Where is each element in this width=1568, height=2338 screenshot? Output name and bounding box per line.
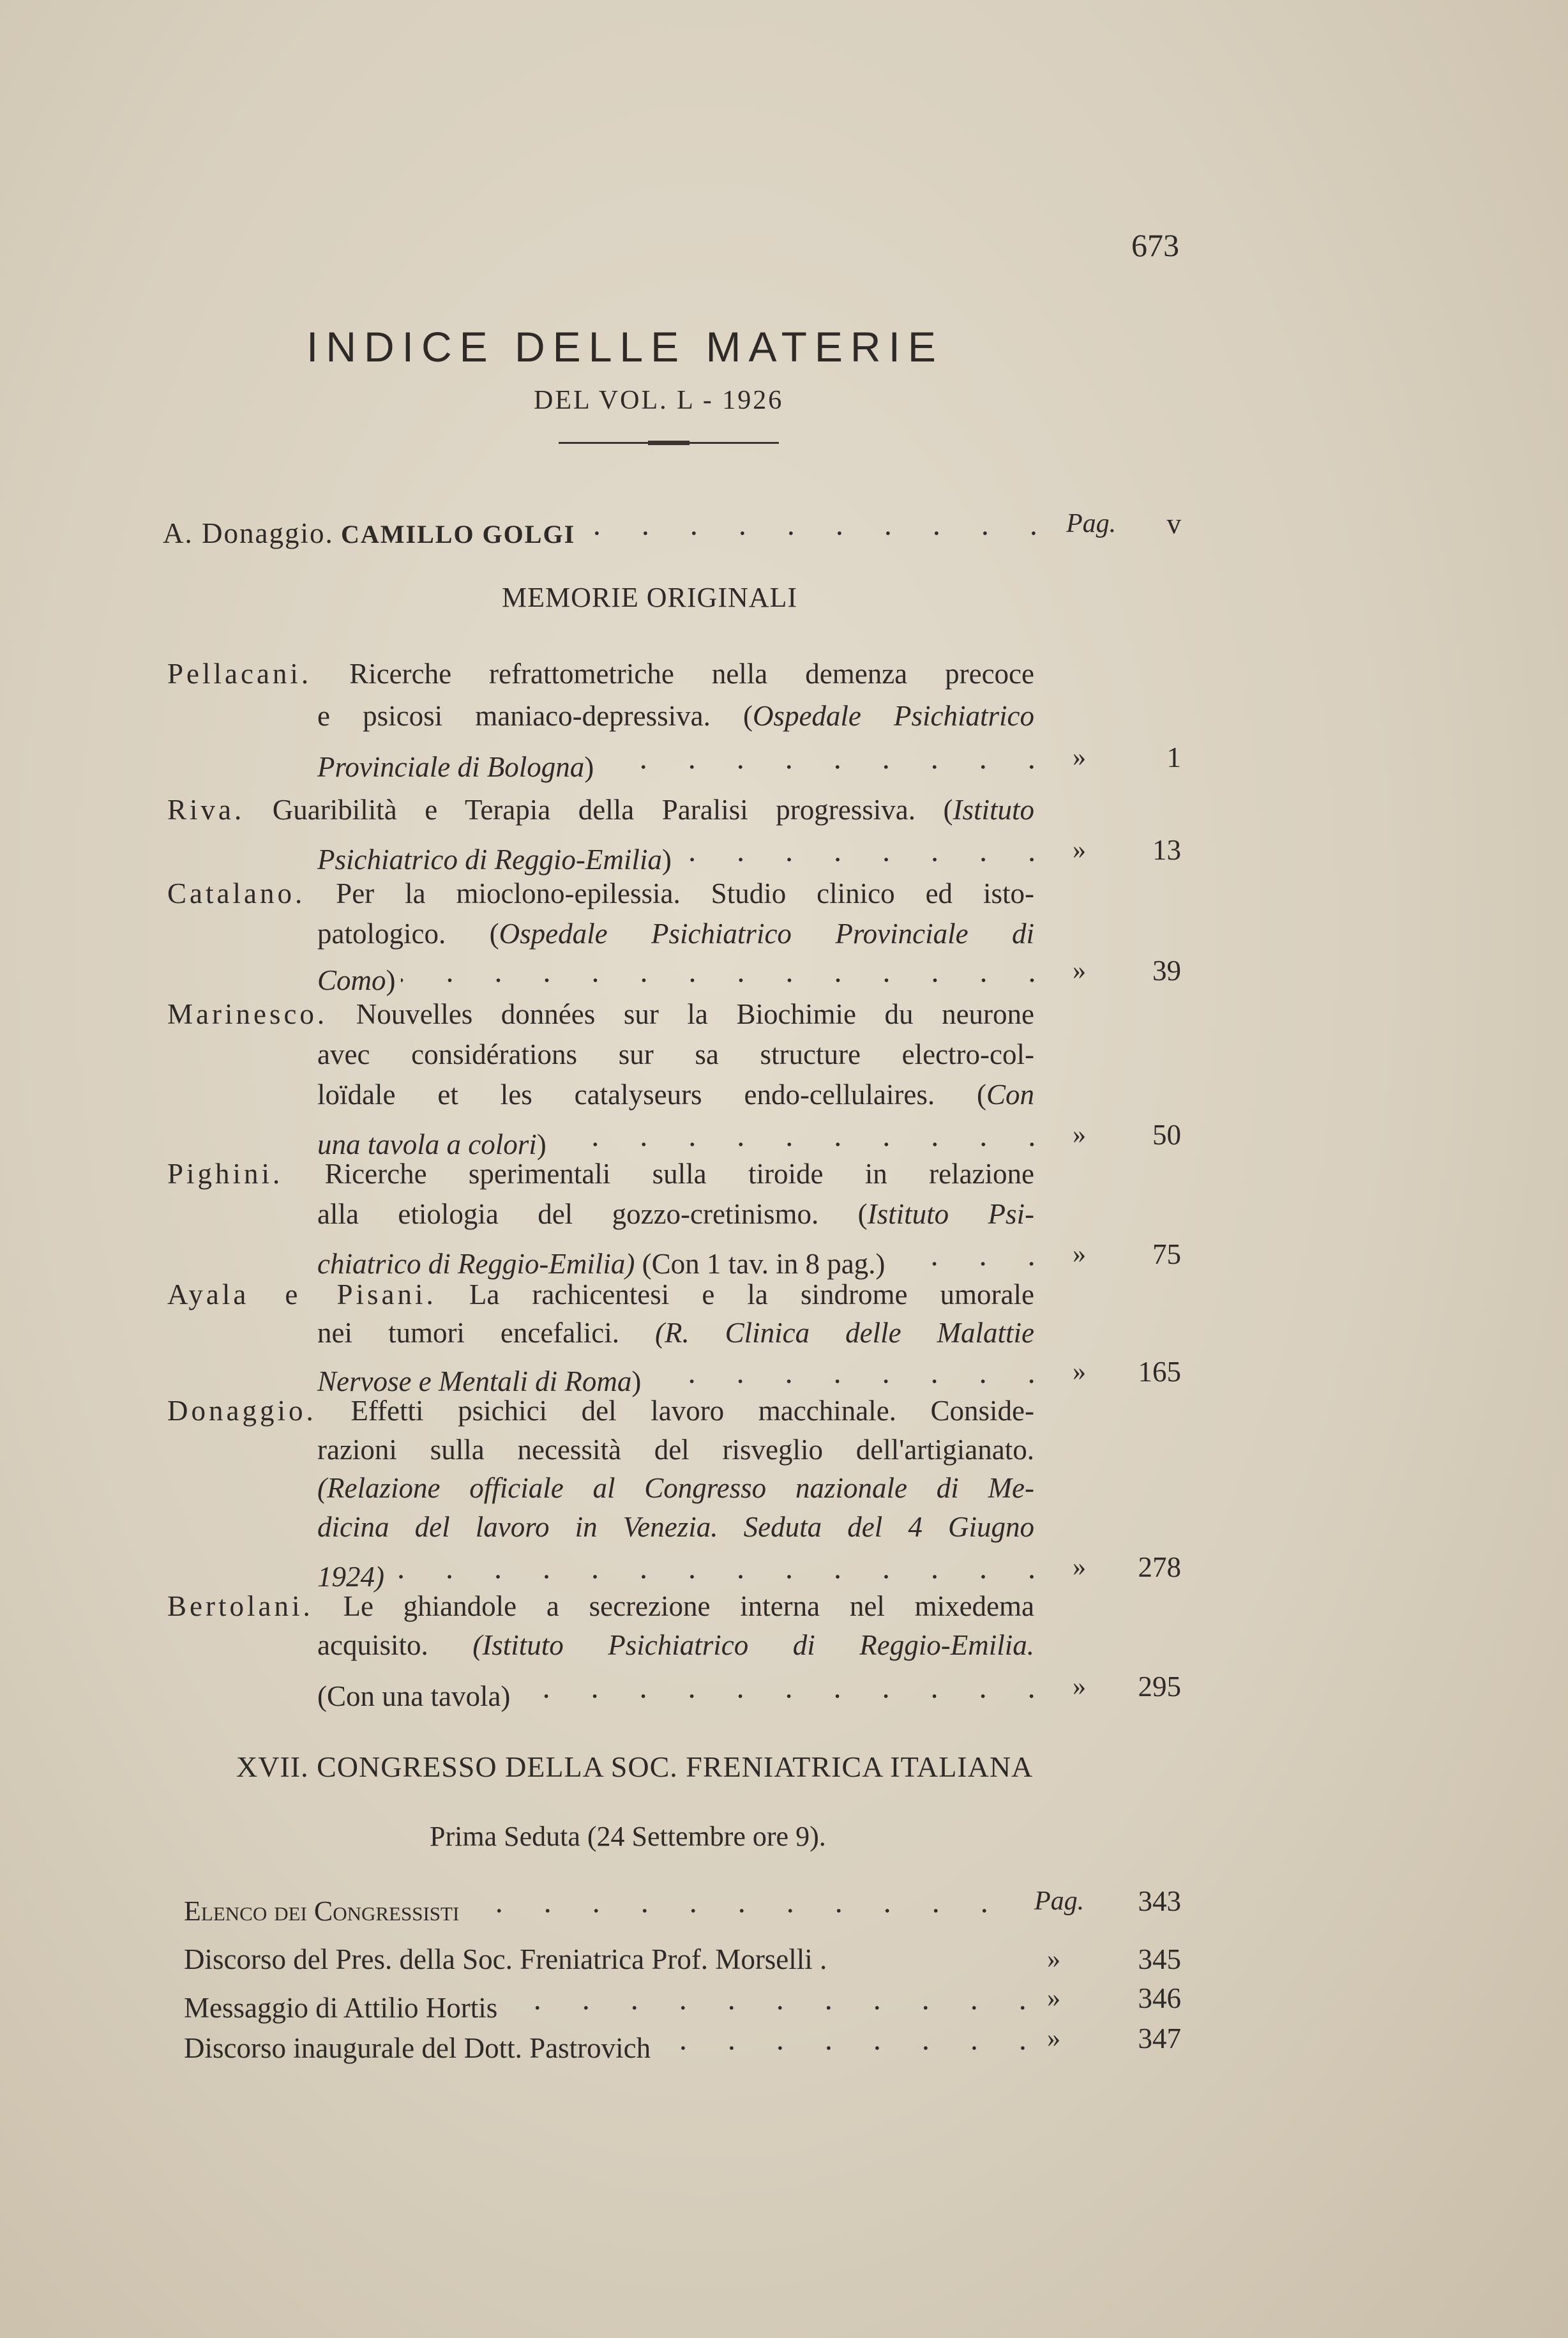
entry-line (317, 1431, 1034, 1469)
ditto-marker: » (1073, 743, 1086, 772)
entry-title: Nouvelles données sur la Biochimie du neurone (356, 998, 1034, 1030)
dedication-subject: CAMILLO GOLGI (340, 520, 576, 549)
dot-leader (677, 831, 1056, 869)
entry-institution: Como (317, 964, 386, 996)
dot-leader (502, 1979, 1047, 2017)
dedication-author: A. Donaggio. (163, 517, 334, 549)
entry-line (167, 791, 1034, 829)
entry-institution: Ospedale Psichiatrico Provinciale di (499, 918, 1034, 950)
entry-title: avec considérations sur sa structure electro-col- (317, 1038, 1034, 1070)
page-ref: 39 (1152, 955, 1181, 987)
ditto-marker: » (1073, 1357, 1086, 1386)
page-ref: 347 (1138, 2023, 1181, 2054)
entry-institution: Con (986, 1079, 1034, 1111)
entry-text (167, 1158, 1034, 1190)
dot-leader (401, 952, 1056, 990)
entry-institution: (R. Clinica delle Malattie (654, 1317, 1034, 1349)
entry-title: (Con una tavola) (317, 1680, 511, 1712)
ditto-marker: » (1073, 1120, 1086, 1150)
page-marker: » (1047, 1945, 1060, 1974)
ditto-marker: » (1073, 1552, 1086, 1582)
congress-item-label: Elenco dei Congressisti (184, 1895, 460, 1927)
title-divider-center (648, 441, 690, 445)
entry-line (167, 1392, 1034, 1430)
entry-institution: dicina del lavoro in Venezia. Seduta del 4 Giugno (317, 1511, 1034, 1543)
entry-line (317, 1548, 1061, 1593)
dot-leader (464, 1882, 1009, 1920)
entry-author: Riva. (167, 794, 245, 826)
dot-leader (599, 738, 1056, 777)
entry-institution: 1924) (317, 1561, 384, 1593)
entry-title: ) (631, 1365, 642, 1397)
entry-title: acquisito. (317, 1629, 473, 1661)
page-title: INDICE DELLE MATERIE (306, 323, 944, 370)
entry-text (317, 840, 672, 879)
entry-text (317, 1317, 1034, 1349)
entry-line (317, 1116, 1061, 1160)
page-marker: » (1047, 1984, 1060, 2013)
entry-text (317, 1038, 1034, 1070)
entry-line (317, 697, 1034, 735)
entry-line (317, 1667, 1061, 1712)
entry-text (317, 1198, 1034, 1230)
entry-text (317, 1472, 1034, 1504)
entry-text (317, 961, 396, 999)
entry-institution: chiatrico di Reggio-Emilia) (317, 1248, 635, 1280)
dedication-entry (163, 505, 1063, 549)
entry-line (167, 874, 1034, 913)
page-ref: 1 (1166, 741, 1181, 773)
page-ref: 13 (1152, 834, 1181, 866)
entry-title: ) (584, 751, 594, 783)
entry-institution: Ospedale Psichiatrico (752, 700, 1034, 732)
page-ref: 346 (1138, 1982, 1181, 2014)
entry-title: Ricerche refrattometriche nella demenza precoce (349, 658, 1034, 690)
dot-leader (389, 1548, 1056, 1586)
entry-line (317, 1075, 1034, 1114)
entry-title: Guaribilità e Terapia della Paralisi progressiva. ( (272, 794, 953, 826)
entry-author: Ayala e Pisani. (167, 1279, 437, 1310)
entry-line (317, 1235, 1061, 1280)
ditto-marker: » (1073, 956, 1086, 985)
dot-leader (515, 1667, 1056, 1706)
entry-author: Catalano. (167, 877, 306, 909)
page-ref: v (1166, 508, 1181, 540)
entry-line (317, 831, 1061, 876)
entry-text (317, 1511, 1034, 1543)
entry-text (317, 700, 1034, 732)
dot-leader (580, 505, 1058, 543)
entry-line (317, 1626, 1034, 1664)
ditto-marker: » (1073, 1672, 1086, 1701)
entry-title: razioni sulla necessità del risveglio dell'artigianato. (317, 1434, 1034, 1466)
session-heading: Prima Seduta (24 Settembre ore 9). (430, 1821, 826, 1852)
entry-line (167, 1155, 1034, 1193)
congress-item (184, 1979, 1052, 2024)
entry-title: ) (661, 844, 672, 876)
congress-item-label: Messaggio di Attilio Hortis (184, 1992, 498, 2024)
entry-text (167, 658, 1034, 690)
dot-leader (890, 1235, 1056, 1273)
entry-text (317, 1629, 1034, 1661)
entry-title: Ricerche sperimentali sulla tiroide in relazione (324, 1158, 1034, 1190)
entry-line (317, 1314, 1034, 1352)
entry-line (317, 1035, 1034, 1074)
entry-title: patologico. ( (317, 918, 499, 950)
page-ref: 343 (1138, 1885, 1181, 1917)
entry-institution: Provinciale di Bologna (317, 751, 585, 783)
entry-author: Pellacani. (167, 658, 312, 690)
ditto-marker: » (1073, 1240, 1086, 1269)
entry-author: Pighini. (167, 1158, 283, 1190)
page-ref: 165 (1138, 1356, 1181, 1388)
entry-title: nei tumori encefalici. (317, 1317, 655, 1349)
entry-line (317, 915, 1034, 953)
entry-author: Donaggio. (167, 1395, 317, 1427)
entry-line (317, 738, 1061, 783)
page-ref: 345 (1138, 1943, 1181, 1975)
entry-text (317, 1677, 510, 1715)
dot-leader (656, 2019, 1047, 2058)
congress-item-label: Discorso inaugurale del Dott. Pastrovich (184, 2032, 651, 2064)
entry-institution: Nervose e Mentali di Roma (317, 1365, 632, 1397)
entry-title: ) (386, 964, 396, 996)
entry-institution: (Istituto Psichiatrico di Reggio-Emilia. (472, 1629, 1034, 1661)
entry-text (167, 1395, 1034, 1427)
entry-text (317, 1434, 1034, 1466)
entry-line (167, 1587, 1034, 1625)
dot-leader (552, 1116, 1056, 1154)
entry-author: Bertolani. (167, 1590, 313, 1622)
entry-line (317, 1508, 1034, 1546)
entry-text (167, 794, 1034, 826)
entry-title: alla etiologia del gozzo-cretinismo. ( (317, 1198, 868, 1230)
page-marker: » (1047, 2024, 1060, 2053)
entry-line (317, 1195, 1034, 1233)
entry-line (167, 655, 1034, 693)
entry-line (317, 952, 1061, 996)
entry-institution: Istituto (953, 794, 1034, 826)
page-ref: 295 (1138, 1671, 1181, 1703)
page-number: 673 (1131, 227, 1179, 263)
entry-title: (Con 1 tav. in 8 pag.) (635, 1248, 886, 1280)
entry-title: loïdale et les catalyseurs endo-cellulaires. ( (317, 1079, 986, 1111)
entry-author: Marinesco. (167, 998, 328, 1030)
dot-leader (646, 1353, 1056, 1391)
entry-text (167, 1279, 1034, 1310)
ditto-marker: » (1073, 835, 1086, 865)
entry-title: e psicosi maniaco-depressiva. ( (317, 700, 753, 732)
entry-text (317, 748, 594, 786)
congress-item (184, 1940, 1052, 1978)
entry-text (167, 998, 1034, 1030)
congress-item (184, 1882, 1014, 1927)
entry-text (317, 918, 1034, 950)
section-heading-congresso: XVII. CONGRESSO DELLA SOC. FRENIATRICA ITALIANA (236, 1750, 1034, 1783)
page-ref: 75 (1152, 1238, 1181, 1270)
entry-institution: Psichiatrico di Reggio-Emilia (317, 844, 662, 876)
entry-title: Per la mioclono-epilessia. Studio clinico ed isto- (336, 877, 1034, 909)
entry-line (317, 1469, 1034, 1507)
section-heading-memorie: MEMORIE ORIGINALI (502, 582, 798, 613)
page-marker: Pag. (1066, 509, 1117, 538)
entry-line (167, 1275, 1034, 1314)
entry-institution: (Relazione officiale al Congresso nazionale di Me- (317, 1472, 1034, 1504)
page-subtitle: DEL VOL. L - 1926 (534, 386, 784, 415)
entry-line (317, 1353, 1061, 1397)
page-marker: Pag. (1034, 1886, 1085, 1916)
entry-line (167, 995, 1034, 1033)
entry-text (317, 1079, 1034, 1111)
entry-institution: una tavola a colori (317, 1128, 537, 1160)
entry-text (167, 877, 1034, 909)
congress-item (184, 2019, 1052, 2064)
entry-title: Effetti psichici del lavoro macchinale. Conside- (351, 1395, 1034, 1427)
entry-title: ) (536, 1128, 547, 1160)
page-ref: 50 (1152, 1119, 1181, 1151)
entry-title: Le ghiandole a secrezione interna nel mixedema (343, 1590, 1034, 1622)
entry-institution: Istituto Psi- (867, 1198, 1034, 1230)
page-ref: 278 (1138, 1551, 1181, 1583)
congress-item-label: Discorso del Pres. della Soc. Freniatrica Prof. Morselli . (184, 1943, 827, 1975)
entry-text (167, 1590, 1034, 1622)
entry-title: La rachicentesi e la sindrome umorale (469, 1279, 1034, 1310)
